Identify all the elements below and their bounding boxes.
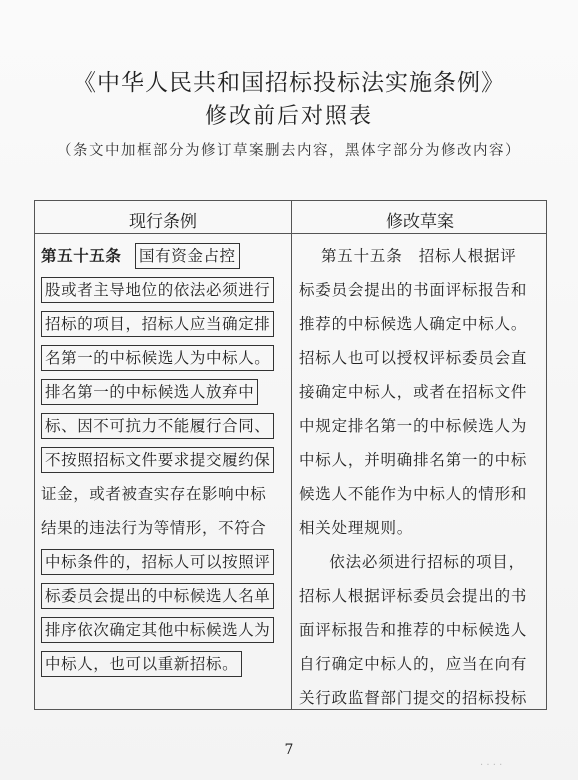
text-line: 中规定排名第一的中标候选人为 — [299, 417, 528, 435]
header-current: 现行条例 — [129, 212, 197, 232]
deleted-text: 排序依次确定其他中标候选人为 — [41, 617, 274, 643]
text-line — [41, 647, 287, 681]
text-line — [41, 511, 287, 545]
text-line: 关行政监督部门提交的招标投标 — [299, 689, 528, 707]
header-divider — [35, 233, 546, 234]
deleted-text: 国有资金占控 — [135, 243, 240, 269]
text-line: 招标人根据评标委员会提出的书 — [299, 587, 528, 605]
deleted-text: 排名第一的中标候选人放弃中 — [41, 379, 258, 405]
article-number: 第五十五条 — [41, 247, 122, 265]
text-line: 面评标报告和推荐的中标候选人 — [299, 621, 528, 639]
deleted-text: 招标的项目，招标人应当确定排 — [41, 311, 274, 337]
header-draft: 修改草案 — [386, 212, 454, 232]
text-line — [41, 613, 287, 647]
text-line: 招标人也可以授权评标委员会直 — [299, 349, 528, 367]
text-line: 候选人不能作为中标人的情形和 — [299, 485, 528, 503]
text-line — [41, 239, 287, 273]
deleted-text: 标委员会提出的中标候选人名单 — [41, 583, 274, 609]
text-line: 中标人，并明确排名第一的中标 — [299, 451, 528, 469]
deleted-text: 股或者主导地位的依法必须进行 — [41, 277, 274, 303]
document-subtitle: 修改前后对照表 — [204, 104, 373, 129]
document-note: （条文中加框部分为修订草案删去内容，黑体字部分为修改内容） — [57, 143, 521, 159]
column-divider — [291, 201, 292, 709]
text-line — [41, 307, 287, 341]
draft-text-column — [299, 239, 543, 715]
text-line: 推荐的中标候选人确定中标人。 — [299, 315, 528, 333]
plain-text: 证金，或者被查实存在影响中标 — [41, 485, 267, 503]
text-line — [41, 341, 287, 375]
text-line: 自行确定中标人的，应当在向有 — [299, 655, 528, 673]
text-line: 第五十五条 招标人根据评 — [321, 247, 517, 265]
deleted-text: 不按照招标文件要求提交履约保 — [41, 447, 274, 473]
deleted-text: 中标人，也可以重新招标。 — [41, 651, 242, 677]
comparison-table — [34, 200, 547, 710]
text-line — [41, 579, 287, 613]
document-title: 《中华人民共和国招标投标法实施条例》 — [73, 70, 505, 96]
deleted-text: 标、因不可抗力不能履行合同、 — [41, 413, 274, 439]
text-line — [41, 545, 287, 579]
current-text-column — [41, 239, 287, 681]
text-line — [41, 443, 287, 477]
text-line: 接确定中标人，或者在招标文件 — [299, 383, 528, 401]
watermark: · · · · — [480, 760, 503, 771]
text-line — [41, 409, 287, 443]
text-line: 相关处理规则。 — [299, 519, 414, 537]
text-line — [41, 375, 287, 409]
deleted-text: 名第一的中标候选人为中标人。 — [41, 345, 274, 371]
text-line — [41, 273, 287, 307]
plain-text: 结果的违法行为等情形，不符合 — [41, 519, 267, 537]
text-line: 依法必须进行招标的项目， — [313, 553, 525, 571]
text-line: 标委员会提出的书面评标报告和 — [299, 281, 528, 299]
deleted-text: 中标条件的，招标人可以按照评 — [41, 549, 274, 575]
page-number: 7 — [284, 742, 294, 758]
text-line — [41, 477, 287, 511]
